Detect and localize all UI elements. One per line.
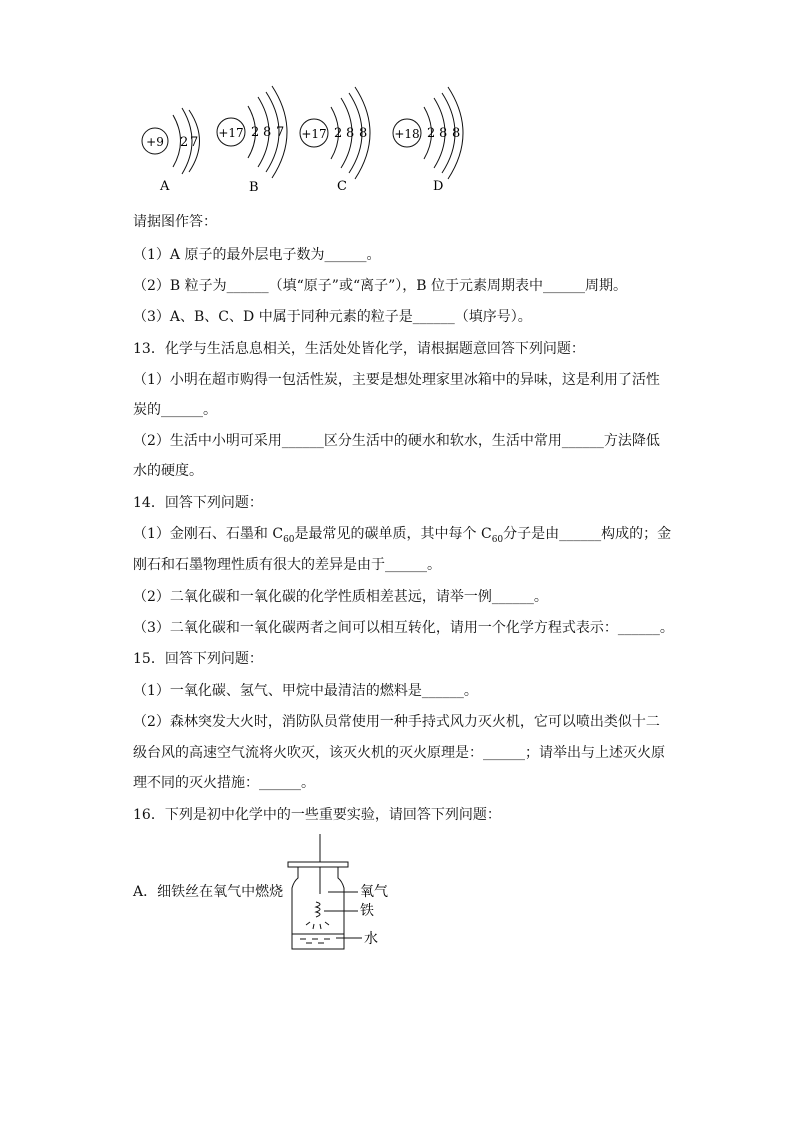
label-iron: 铁: [360, 903, 374, 919]
atom-c-label: C: [337, 179, 347, 194]
atom-a-shell-2: 7: [190, 135, 199, 150]
q14-part-1-line-1: [133, 524, 671, 550]
atom-b-shell-3: 7: [276, 125, 285, 140]
q14-p1-b: 是最常见的碳单质，其中每个 C: [294, 526, 492, 542]
atom-b-shell-2: 8: [263, 125, 272, 140]
atom-b-shell-1: 2: [251, 125, 260, 140]
atom-d-shell-3: 8: [452, 126, 461, 141]
atom-a: [142, 108, 200, 194]
atom-c-nucleus: +17: [301, 127, 327, 141]
atom-a-label: A: [160, 179, 170, 194]
atom-d-label: D: [433, 179, 444, 194]
atom-a-shell-1: 2: [180, 135, 189, 150]
q15-part-1: （1）一氧化碳、氢气、甲烷中最清洁的燃料是______。: [133, 683, 478, 699]
q14-part-2: （2）二氧化碳和一氧化碳的化学性质相差甚远，请举一例______。: [133, 589, 548, 605]
atom-d-shell-1: 2: [427, 126, 436, 141]
q12-part-1: （1）A 原子的最外层电子数为______。: [133, 247, 381, 263]
experiment-a-label: A．细铁丝在氧气中燃烧: [133, 884, 284, 900]
label-oxygen: 氧气: [360, 884, 388, 900]
q15-part-2-line-3: 理不同的灭火措施：______。: [133, 775, 315, 791]
iron-combustion-apparatus: [270, 834, 410, 959]
q14-part-1-line-2: 刚石和石墨物理性质有很大的差异是由于______。: [133, 557, 441, 573]
atom-c-shell-3: 8: [359, 126, 368, 141]
q13-part-2-line-2: 水的硬度。: [133, 463, 203, 479]
atom-c: [300, 87, 370, 194]
q13-part-1-line-1: （1）小明在超市购得一包活性炭，主要是想处理家里冰箱中的异味，这是利用了活性: [133, 372, 660, 388]
atom-d: [393, 87, 463, 194]
q14-p1-a: （1）金刚石、石墨和 C: [133, 526, 284, 542]
atom-b: [217, 86, 287, 195]
atom-a-nucleus: +9: [146, 135, 164, 149]
q13-part-2-line-1: （2）生活中小明可采用______区分生活中的硬水和软水，生活中常用______方法降低: [133, 433, 660, 449]
q15-title: 15．回答下列问题：: [133, 651, 263, 667]
label-water: 水: [364, 931, 378, 947]
q16-title: 16．下列是初中化学中的一些重要实验，请回答下列问题：: [133, 807, 501, 823]
q14-title: 14．回答下列问题：: [133, 495, 263, 511]
atom-d-nucleus: +18: [394, 127, 420, 141]
atom-d-shell-2: 8: [439, 126, 448, 141]
q12-intro: 请据图作答：: [133, 214, 217, 230]
q13-part-1-line-2: 炭的______。: [133, 402, 217, 418]
atom-b-nucleus: +17: [218, 126, 244, 140]
atom-c-shell-1: 2: [334, 126, 343, 141]
q14-part-3: （3）二氧化碳和一氧化碳两者之间可以相互转化，请用一个化学方程式表示：______。: [133, 620, 674, 636]
atom-b-label: B: [249, 180, 259, 195]
q15-part-2-line-2: 级台风的高速空气流将火吹灭，该灭火机的灭火原理是：______；请举出与上述灭火原: [133, 745, 665, 761]
q15-part-2-line-1: （2）森林突发大火时，消防队员常使用一种手持式风力灭火机，它可以喷出类似十二: [133, 714, 660, 730]
atomic-structure-diagram: [130, 80, 490, 200]
atom-c-shell-2: 8: [346, 126, 355, 141]
q12-part-2: （2）B 粒子为______（填“原子”或“离子”），B 位于元素周期表中______周期。: [133, 278, 628, 294]
q12-part-3: （3）A、B、C、D 中属于同种元素的粒子是______（填序号）。: [133, 309, 532, 325]
c60-subscript-2: 60: [491, 534, 504, 545]
q14-p1-c: 分子是由______构成的；金: [503, 526, 672, 542]
q13-title: 13．化学与生活息息相关，生活处处皆化学，请根据题意回答下列问题：: [133, 341, 585, 357]
c60-subscript-1: 60: [283, 534, 295, 545]
